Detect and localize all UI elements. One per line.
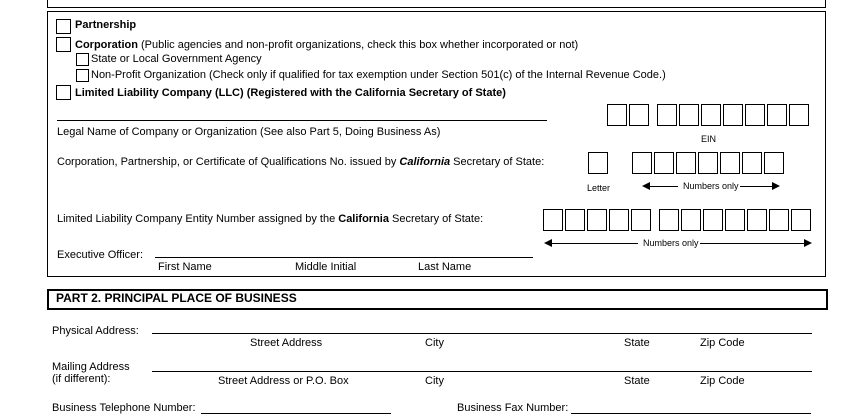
numbers-only-arrow-line-right (740, 186, 772, 187)
mailing-state-caption: State (624, 375, 650, 387)
ein-digit-box[interactable] (767, 104, 787, 126)
legal-name-line[interactable] (57, 120, 547, 121)
first-name-caption: First Name (158, 261, 212, 273)
part2-title: PART 2. PRINCIPAL PLACE OF BUSINESS (56, 291, 297, 305)
llc-digit-box[interactable] (659, 209, 679, 231)
ein-digit-box[interactable] (679, 104, 699, 126)
physical-address-label: Physical Address: (52, 325, 139, 337)
legal-name-label: Legal Name of Company or Organization (See also Part 5, Doing Business As) (57, 126, 441, 138)
corp-digit-box[interactable] (742, 152, 762, 174)
ein-digit-box[interactable] (723, 104, 743, 126)
llc-digit-box[interactable] (543, 209, 563, 231)
ein-digit-box[interactable] (745, 104, 765, 126)
llc-number-label-pre: Limited Liability Company Entity Number assigned by the (57, 213, 339, 225)
corporation-line (75, 39, 578, 52)
corp-number-label-em: California (399, 156, 451, 168)
numbers-only-label: Numbers only (683, 181, 739, 191)
state-local-checkbox[interactable] (76, 53, 89, 66)
last-name-caption: Last Name (418, 261, 472, 273)
llc-number-label (57, 213, 483, 226)
nonprofit-label: Non-Profit Organization (Check only if qualified for tax exemption under Section 501(c) of the Internal Revenue Code.) (91, 69, 666, 81)
ein-digit-box[interactable] (629, 104, 649, 126)
mailing-city-caption: City (425, 375, 444, 387)
physical-city-caption: City (425, 337, 444, 349)
letter-label: Letter (587, 183, 611, 193)
corporation-label: Corporation (75, 39, 138, 51)
llc-digit-box[interactable] (703, 209, 723, 231)
top-section-frame (47, 0, 826, 8)
business-phone-label: Business Telephone Number: (52, 402, 196, 414)
executive-officer-label: Executive Officer: (57, 249, 143, 261)
corp-digit-box[interactable] (654, 152, 674, 174)
llc-number-label-em: California (338, 213, 389, 225)
ein-label: EIN (701, 134, 717, 144)
physical-zip-caption: Zip Code (700, 337, 745, 349)
mailing-street-caption: Street Address or P.O. Box (218, 375, 349, 387)
executive-officer-line[interactable] (155, 257, 533, 258)
llc-numbers-arrow-line-left (550, 243, 638, 244)
llc-digit-box[interactable] (791, 209, 811, 231)
llc-numbers-only-label: Numbers only (643, 238, 699, 248)
partnership-label: Partnership (75, 19, 137, 31)
corp-digit-box[interactable] (720, 152, 740, 174)
mailing-address-label-2: (if different): (52, 373, 111, 385)
llc-checkbox[interactable] (56, 85, 71, 100)
llc-digit-box[interactable] (769, 209, 789, 231)
business-fax-label: Business Fax Number: (457, 402, 569, 414)
corporation-note: (Public agencies and non-profit organizations, check this box whether incorporated or not) (141, 39, 579, 51)
llc-digit-box[interactable] (747, 209, 767, 231)
physical-state-caption: State (624, 337, 650, 349)
corp-number-label (57, 156, 544, 169)
llc-numbers-arrow-line-right (700, 243, 804, 244)
corp-digit-box[interactable] (632, 152, 652, 174)
physical-street-caption: Street Address (250, 337, 323, 349)
corp-letter-box[interactable] (588, 152, 608, 174)
numbers-only-arrow-right-icon (772, 182, 780, 190)
corp-digit-box[interactable] (764, 152, 784, 174)
ein-digit-box[interactable] (701, 104, 721, 126)
numbers-only-arrow-line-left (648, 186, 678, 187)
mailing-zip-caption: Zip Code (700, 375, 745, 387)
llc-digit-box[interactable] (565, 209, 585, 231)
llc-digit-box[interactable] (587, 209, 607, 231)
corp-digit-box[interactable] (698, 152, 718, 174)
ein-digit-box[interactable] (789, 104, 809, 126)
llc-digit-box[interactable] (681, 209, 701, 231)
mailing-address-line[interactable] (152, 371, 812, 372)
physical-address-line[interactable] (152, 333, 812, 334)
ein-digit-box[interactable] (607, 104, 627, 126)
corp-digit-box[interactable] (676, 152, 696, 174)
business-phone-line[interactable] (201, 413, 391, 414)
state-local-label: State or Local Government Agency (91, 53, 262, 65)
mailing-address-label-1: Mailing Address (52, 361, 130, 373)
partnership-checkbox[interactable] (56, 19, 71, 34)
ein-digit-box[interactable] (657, 104, 677, 126)
llc-digit-box[interactable] (631, 209, 651, 231)
middle-initial-caption: Middle Initial (295, 261, 357, 273)
business-fax-line[interactable] (571, 413, 811, 414)
llc-digit-box[interactable] (609, 209, 629, 231)
nonprofit-checkbox[interactable] (76, 69, 89, 82)
corporation-checkbox[interactable] (56, 37, 71, 52)
llc-digit-box[interactable] (725, 209, 745, 231)
corp-number-label-pre: Corporation, Partnership, or Certificate of Qualifications No. issued by (57, 156, 400, 168)
llc-numbers-arrow-right-icon (804, 239, 812, 247)
llc-label: Limited Liability Company (LLC) (Registered with the California Secretary of State) (75, 87, 506, 99)
llc-number-label-post: Secretary of State: (388, 213, 484, 225)
corp-number-label-post: Secretary of State: (450, 156, 545, 168)
